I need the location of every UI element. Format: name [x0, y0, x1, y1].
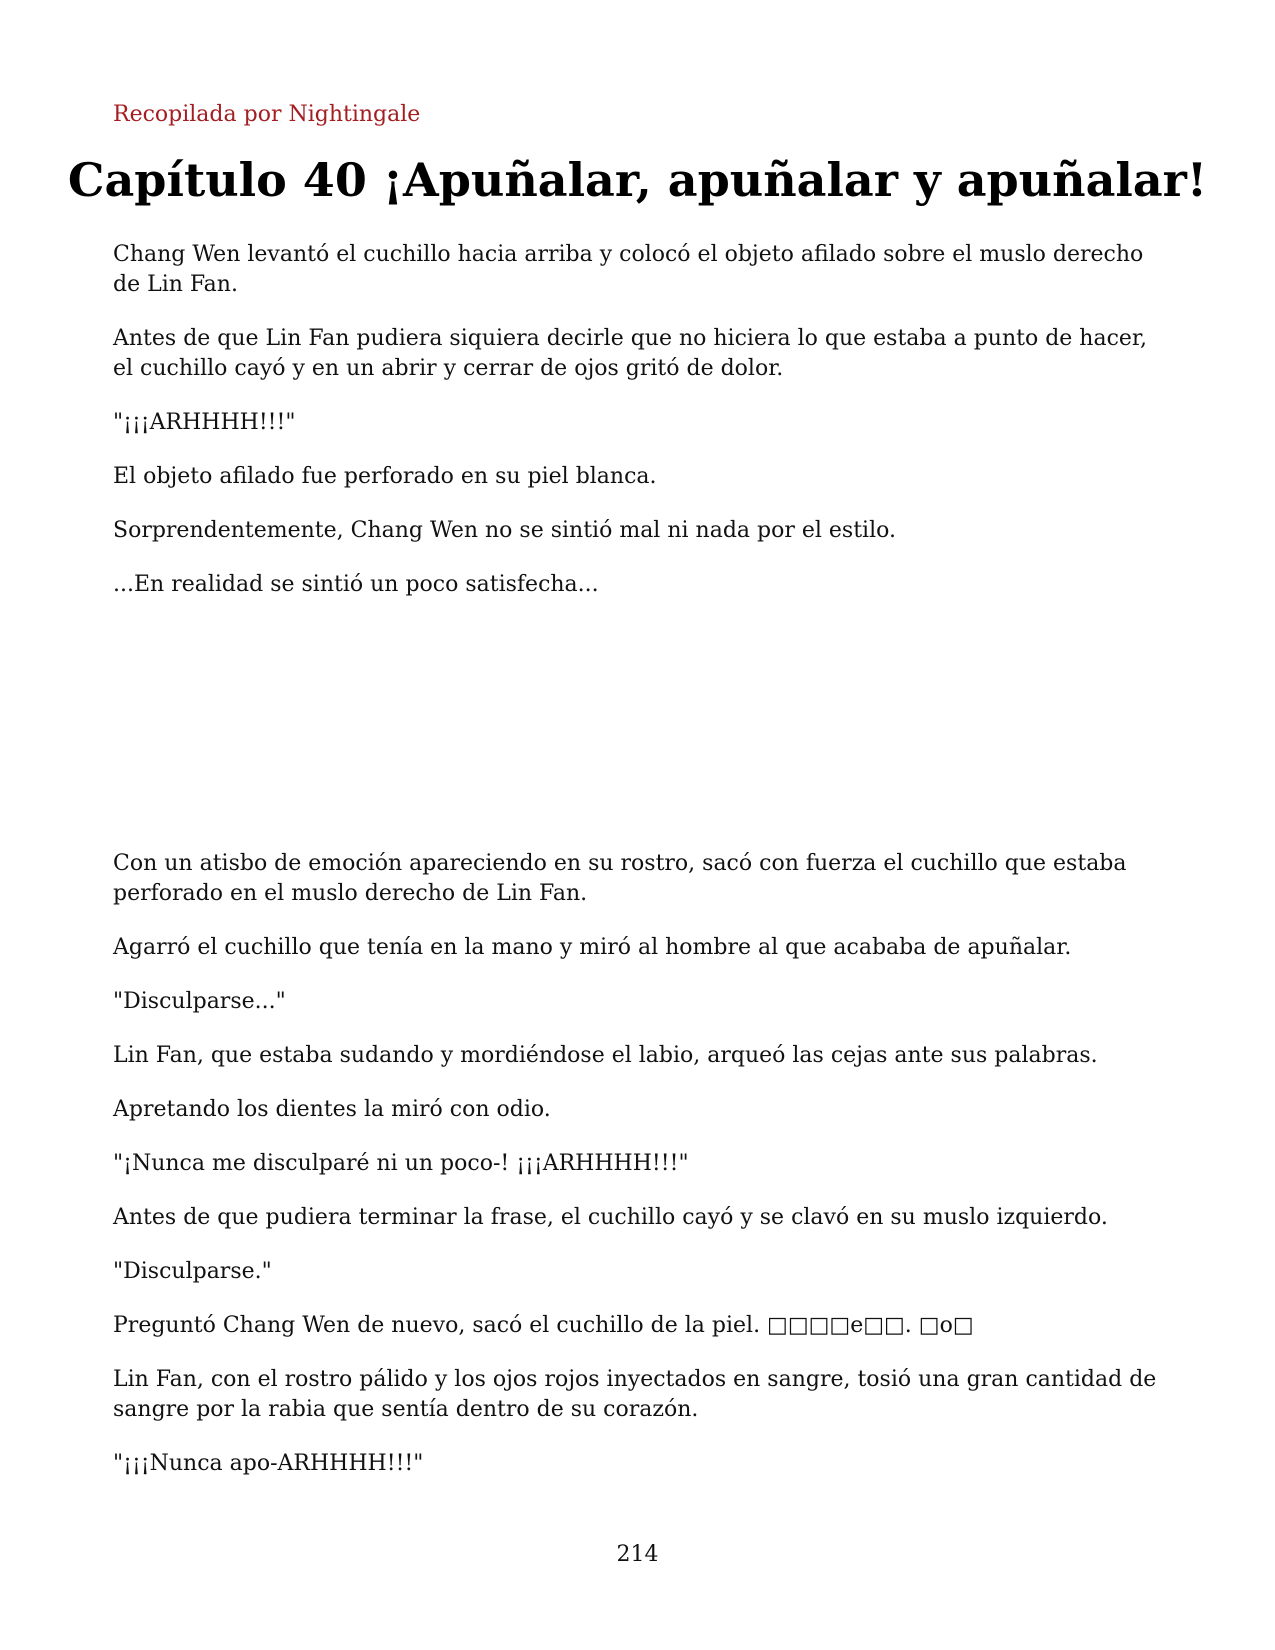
- paragraph: "Disculparse.": [113, 1259, 272, 1284]
- text-section-1: [113, 240, 1163, 624]
- paragraph: "Disculparse...": [113, 989, 286, 1014]
- paragraph: "¡¡¡ARHHHH!!!": [113, 410, 296, 435]
- paragraph: Lin Fan, que estaba sudando y mordiéndose el labio, arqueó las cejas ante sus palabras.: [113, 1043, 1098, 1068]
- compiled-by-header: Recopilada por Nightingale: [113, 102, 421, 127]
- paragraph: El objeto afilado fue perforado en su piel blanca.: [113, 464, 657, 489]
- paragraph: Con un atisbo de emoción apareciendo en su rostro, sacó con fuerza el cuchillo que estaba perforado en el muslo derecho de Lin Fan.: [113, 851, 1127, 906]
- paragraph: Apretando los dientes la miró con odio.: [113, 1097, 551, 1122]
- paragraph: ...En realidad se sintió un poco satisfecha...: [113, 572, 599, 597]
- paragraph: Sorprendentemente, Chang Wen no se sintió mal ni nada por el estilo.: [113, 518, 896, 543]
- paragraph: Chang Wen levantó el cuchillo hacia arriba y colocó el objeto afilado sobre el muslo derecho de Lin Fan.: [113, 242, 1144, 297]
- page-number: 214: [616, 1542, 659, 1567]
- paragraph: "¡Nunca me disculparé ni un poco-! ¡¡¡ARHHHH!!!": [113, 1151, 689, 1176]
- paragraph: Lin Fan, con el rostro pálido y los ojos rojos inyectados en sangre, tosió una gran cantidad de sangre por la rabia que sentía dentro de su corazón.: [113, 1367, 1157, 1422]
- chapter-title: Capítulo 40 ¡Apuñalar, apuñalar y apuñalar!: [67, 153, 1208, 207]
- paragraph: Antes de que Lin Fan pudiera siquiera decirle que no hiciera lo que estaba a punto de hacer, el cuchillo cayó y en un abrir y cerrar de ojos gritó de dolor.: [113, 326, 1148, 381]
- paragraph: "¡¡¡Nunca apo-ARHHHH!!!": [113, 1451, 424, 1476]
- paragraph: Preguntó Chang Wen de nuevo, sacó el cuchillo de la piel. □□□□e□□. □o□: [113, 1313, 974, 1338]
- paragraph: Antes de que pudiera terminar la frase, el cuchillo cayó y se clavó en su muslo izquierdo.: [113, 1205, 1108, 1230]
- text-section-2: [113, 849, 1163, 1503]
- paragraph: Agarró el cuchillo que tenía en la mano y miró al hombre al que acababa de apuñalar.: [113, 935, 1072, 960]
